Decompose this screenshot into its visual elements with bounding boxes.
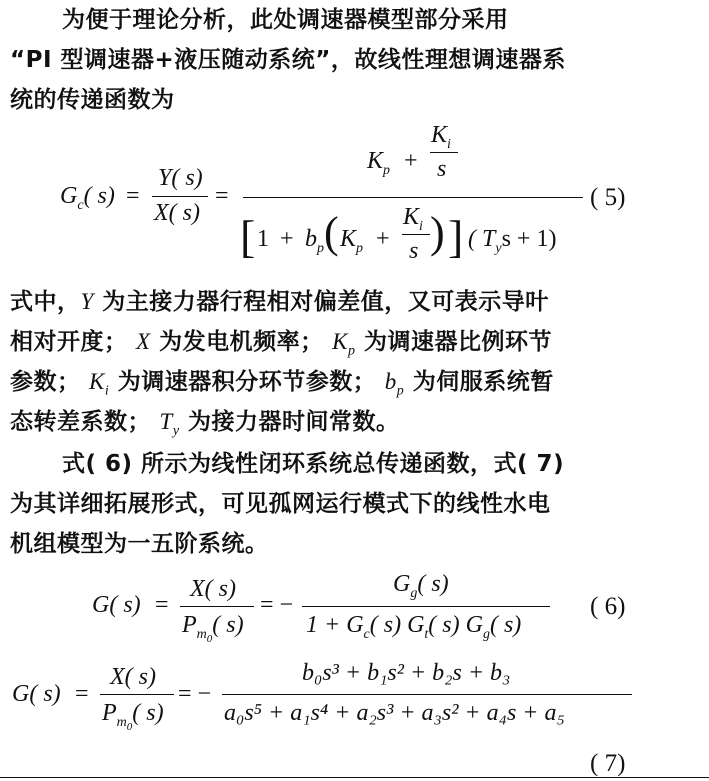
paragraph1-line1: 为便于理论分析，此处调速器模型部分采用	[62, 7, 509, 33]
eq5-arg: ( s)	[83, 183, 115, 209]
eq5-eq2: =	[215, 183, 229, 209]
p2-l2-sym2: K	[332, 329, 348, 354]
p2-l1-a: 式中，	[10, 289, 81, 315]
p2-l3-c: 为伺服系统暂	[404, 369, 554, 395]
p2-l4-sub: y	[172, 423, 180, 439]
eq6-num: X( s)	[190, 576, 236, 602]
p2-l3-sym2: b	[384, 369, 397, 394]
eq5-label: ( 5)	[590, 184, 626, 211]
eq5-num-kp-sub: p	[383, 162, 391, 178]
eq6-den-sub	[196, 626, 213, 645]
eq6-mid: = −	[260, 592, 294, 618]
eq5-paren-right: )	[430, 208, 445, 257]
eq6-den2-end: ( s)	[489, 612, 522, 638]
eq6-den2-c: c	[363, 626, 370, 642]
eq7-numerator: b₀s³ + b₁s² + b₂s + b₃	[302, 660, 511, 686]
paragraph3-line1: 式( 6) 所示为线性闭环系统总传递函数，式( 7)	[62, 451, 565, 477]
eq5-den-plus2: +	[376, 226, 390, 252]
eq7-den-subsub: 0	[126, 720, 133, 733]
eq5-den-ty-rest: s + 1)	[501, 226, 557, 252]
eq6-den2-t: t	[424, 626, 429, 642]
eq7-denominator: a₀s⁵ + a₁s⁴ + a₂s³ + a₃s² + a₄s + a₅	[224, 700, 565, 726]
eq6-num2-g: G	[393, 571, 411, 597]
eq5-num-ki-sub: i	[447, 136, 451, 152]
eq5-lhs-sub: c	[77, 197, 84, 213]
p2-l3-a: 参数；	[10, 369, 90, 395]
eq7-den-sub-m: m	[116, 714, 127, 730]
eq5-x-den: X( s)	[154, 200, 200, 226]
p2-l4-b: 为接力器时间常数。	[179, 409, 400, 435]
eq5-num-s: s	[437, 156, 447, 182]
eq6-num2-sub: g	[410, 585, 418, 601]
eq6-den-p: P	[182, 612, 197, 638]
p2-l2-b: 为发电机频率；	[150, 329, 333, 355]
eq5-num-plus: +	[404, 148, 418, 174]
eq7-label: ( 7)	[590, 750, 626, 777]
p2-l4-a: 态转差系数；	[10, 409, 160, 435]
eq7-num: X( s)	[110, 664, 156, 690]
eq6-den-subsub: 0	[206, 632, 213, 645]
eq5-den-ty: ( T	[468, 226, 496, 252]
eq5-den-ty-sub: y	[495, 240, 502, 256]
eq7-den-p: P	[102, 700, 117, 726]
eq6-den2-b: ( s) G	[369, 612, 425, 638]
eq5-den-bp: b	[305, 226, 317, 252]
p2-l2-a: 相对开度；	[10, 329, 137, 355]
eq7-den-arg: ( s)	[132, 700, 164, 726]
eq6-den2-g: g	[482, 626, 490, 642]
eq5-y-num: Y( s)	[158, 165, 203, 191]
p2-l3-sub2: p	[396, 383, 405, 399]
p2-l2-sub2: p	[347, 343, 356, 359]
eq5-eq1: =	[126, 183, 140, 209]
p2-l2-sym: X	[136, 329, 151, 354]
paragraph1-line3: 统的传递函数为	[10, 87, 175, 113]
eq5-den-plus1: +	[280, 226, 294, 252]
eq5-den-frac-line	[402, 234, 430, 235]
eq6-den2-c2: ( s) G	[428, 612, 483, 638]
eq7-mid: = −	[178, 681, 212, 707]
eq5-num-frac-line	[430, 152, 458, 153]
eq5-den-one: 1	[257, 226, 269, 252]
eq6-den-arg: ( s)	[212, 612, 244, 638]
eq5-bracket-left: [	[240, 211, 256, 262]
eq6-den2: 1 + G	[306, 612, 364, 638]
p2-l4-sym: T	[159, 409, 173, 434]
eq7-frac2-line	[222, 694, 632, 695]
eq6-frac1-line	[180, 606, 254, 607]
eq5-num-ki: K	[431, 122, 448, 148]
p2-l1-sym: Y	[80, 289, 94, 314]
p2-l3-sub: i	[104, 383, 110, 399]
p2-l3-b: 为调速器积分环节参数；	[109, 369, 385, 395]
eq5-bracket-right: ]	[448, 211, 464, 262]
eq5-lhs: G	[60, 183, 78, 209]
p2-l1-b: 为主接力器行程相对偏差值，又可表示导叶	[93, 289, 549, 315]
eq7-frac1-line	[100, 694, 174, 695]
eq7-eq: =	[75, 681, 89, 707]
eq5-den-kp-sub: p	[356, 240, 364, 256]
p2-l3-sym: K	[89, 369, 105, 394]
eq7-den-sub	[116, 714, 133, 733]
eq6-eq: =	[155, 592, 169, 618]
eq6-frac2-line	[302, 606, 550, 607]
bottom-rule	[0, 777, 709, 779]
eq7-lhs: G( s)	[12, 681, 61, 707]
eq5-den-kp: K	[340, 226, 357, 252]
eq6-label: ( 6)	[590, 593, 626, 620]
p2-l2-c: 为调速器比例环节	[355, 329, 552, 355]
eq5-paren-left: (	[324, 208, 339, 257]
eq5-den-ki: K	[403, 204, 420, 230]
paragraph3-line3: 机组模型为一五阶系统。	[10, 531, 269, 557]
eq5-den-bp-sub: p	[317, 240, 324, 256]
eq5-frac1-line	[152, 196, 208, 197]
eq5-den-s: s	[409, 238, 419, 264]
eq5-den-ki-sub: i	[419, 218, 423, 234]
paragraph2-line1	[10, 282, 703, 322]
paragraph1-line2: “PI 型调速器+液压随动系统”，故线性理想调速器系	[10, 47, 566, 73]
eq5-main-frac-line	[243, 197, 583, 198]
eq6-den-sub-m: m	[196, 626, 207, 642]
eq6-num2-arg: ( s)	[417, 571, 449, 597]
eq6-lhs: G( s)	[92, 592, 141, 618]
eq5-num-kp: K	[367, 148, 384, 174]
paragraph3-line2: 为其详细拓展形式，可见孤网运行模式下的线性水电	[10, 491, 551, 517]
